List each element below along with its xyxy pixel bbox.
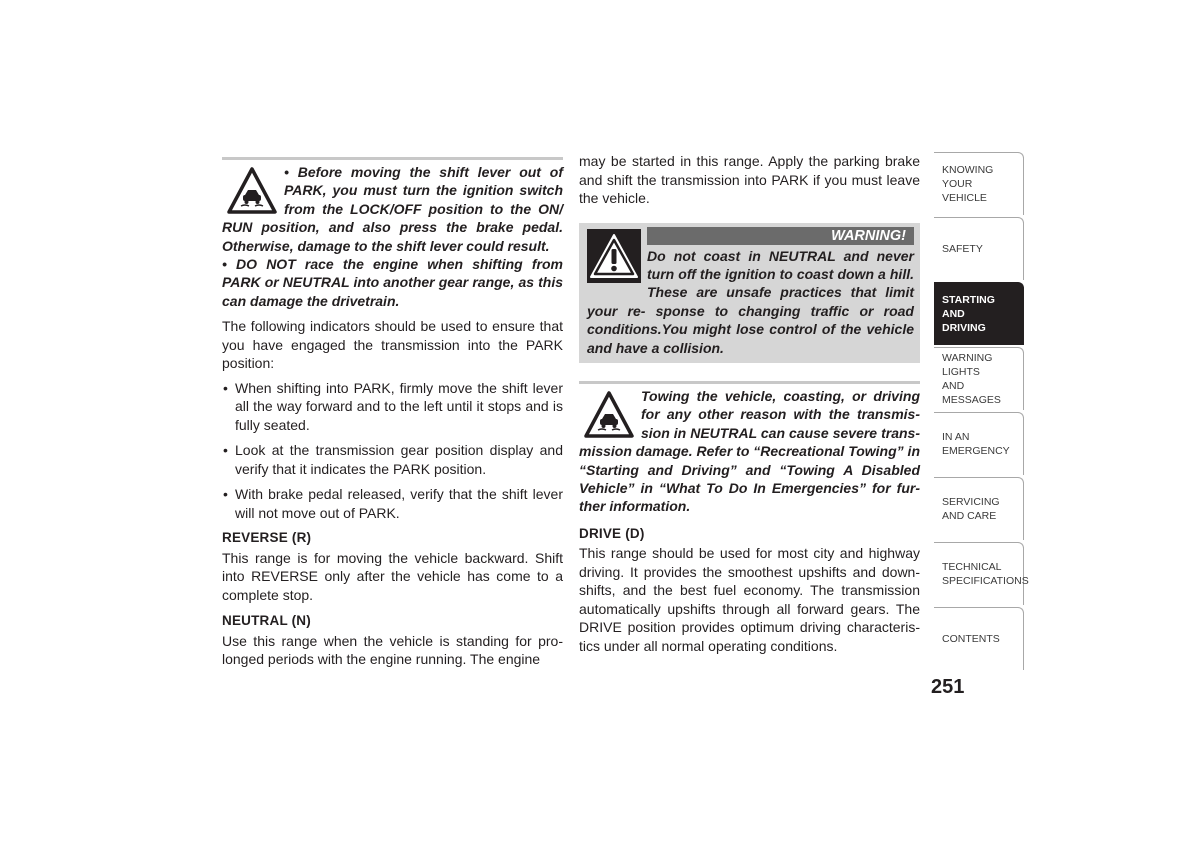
caution-text-1: • Before moving the shift lever out of PARK, you must turn the ignition switch from the LOCK/OFF position to the ON/ RUN position, and also press the brake pedal. Otherwise, damage to the shift lever could result. [222, 164, 563, 254]
car-slipping-warning-triangle-icon [583, 389, 635, 441]
list-item: • Look at the transmission gear position display and verify that it indicates the PARK position. [222, 441, 563, 478]
reverse-heading: REVERSE (R) [222, 530, 312, 546]
drive-text: This range should be used for most city and highway driving. It provides the smoothest upshifts and down- shifts, and the best fuel economy. The transmission automatically upshifts through all forward gears. The DRIVE position provides optimum driving characteris- tics under all normal operating conditions. [579, 545, 920, 654]
tab-starting-and-driving[interactable]: STARTING AND DRIVING [934, 282, 1024, 345]
tab-technical-specifications[interactable]: TECHNICAL SPECIFICATIONS [934, 542, 1024, 605]
list-item: • With brake pedal released, verify that the shift lever will not move out of PARK. [222, 485, 563, 522]
caution-text-2: • DO NOT race the engine when shifting from PARK or NEUTRAL into another gear range, as this can damage the drivetrain. [222, 256, 563, 309]
tab-in-an-emergency[interactable]: IN AN EMERGENCY [934, 412, 1024, 475]
exclamation-warning-triangle-icon [587, 229, 641, 283]
drive-heading: DRIVE (D) [579, 525, 645, 541]
warning-text: Do not coast in NEUTRAL and never turn off the ignition to coast down a hill. These are unsafe practices that limit your re- sponse to changing traffic or road conditions.You might lose control of the vehicle and have a collision. [587, 247, 914, 356]
neutral-continuation: may be started in this range. Apply the parking brake and shift the transmission into PARK if you must leave the vehicle. [579, 153, 920, 206]
list-item: • When shifting into PARK, firmly move the shift lever all the way forward and to the left until it stops and is fully seated. [222, 379, 563, 435]
park-indicator-list [222, 379, 563, 523]
right-column [579, 152, 920, 655]
tab-safety[interactable]: SAFETY [934, 217, 1024, 280]
tab-servicing-and-care[interactable]: SERVICING AND CARE [934, 477, 1024, 540]
chapter-tabs [934, 152, 1029, 672]
page-number: 251 [931, 676, 965, 698]
tab-knowing-your-vehicle[interactable]: KNOWING YOUR VEHICLE [934, 152, 1024, 215]
tab-warning-lights-and-messages[interactable]: WARNING LIGHTS AND MESSAGES [934, 347, 1024, 410]
car-slipping-warning-triangle-icon [226, 165, 278, 217]
park-indicators-intro: The following indicators should be used to ensure that you have engaged the transmission into the PARK position: [222, 318, 563, 372]
caution-box-towing [579, 381, 920, 516]
neutral-heading: NEUTRAL (N) [222, 613, 311, 629]
tab-contents[interactable]: CONTENTS [934, 607, 1024, 670]
towing-caution-text: Towing the vehicle, coasting, or driving for any other reason with the transmis- sion in NEUTRAL can cause severe trans- mission damage. Refer to “Recreational Towing” in “Starting and Driving” and “Towing A Disabled Vehicle” in “What To Do In Emergencies” for fur- ther information. [579, 387, 920, 515]
warning-box [579, 223, 920, 363]
reverse-text: This range is for moving the vehicle backward. Shift into REVERSE only after the vehicle has come to a complete stop. [222, 549, 563, 603]
left-column [222, 157, 563, 669]
neutral-text: Use this range when the vehicle is standing for pro- longed periods with the engine running. The engine [222, 632, 563, 668]
caution-box-shift-lever [222, 157, 563, 310]
warning-title: WARNING! [647, 227, 914, 245]
